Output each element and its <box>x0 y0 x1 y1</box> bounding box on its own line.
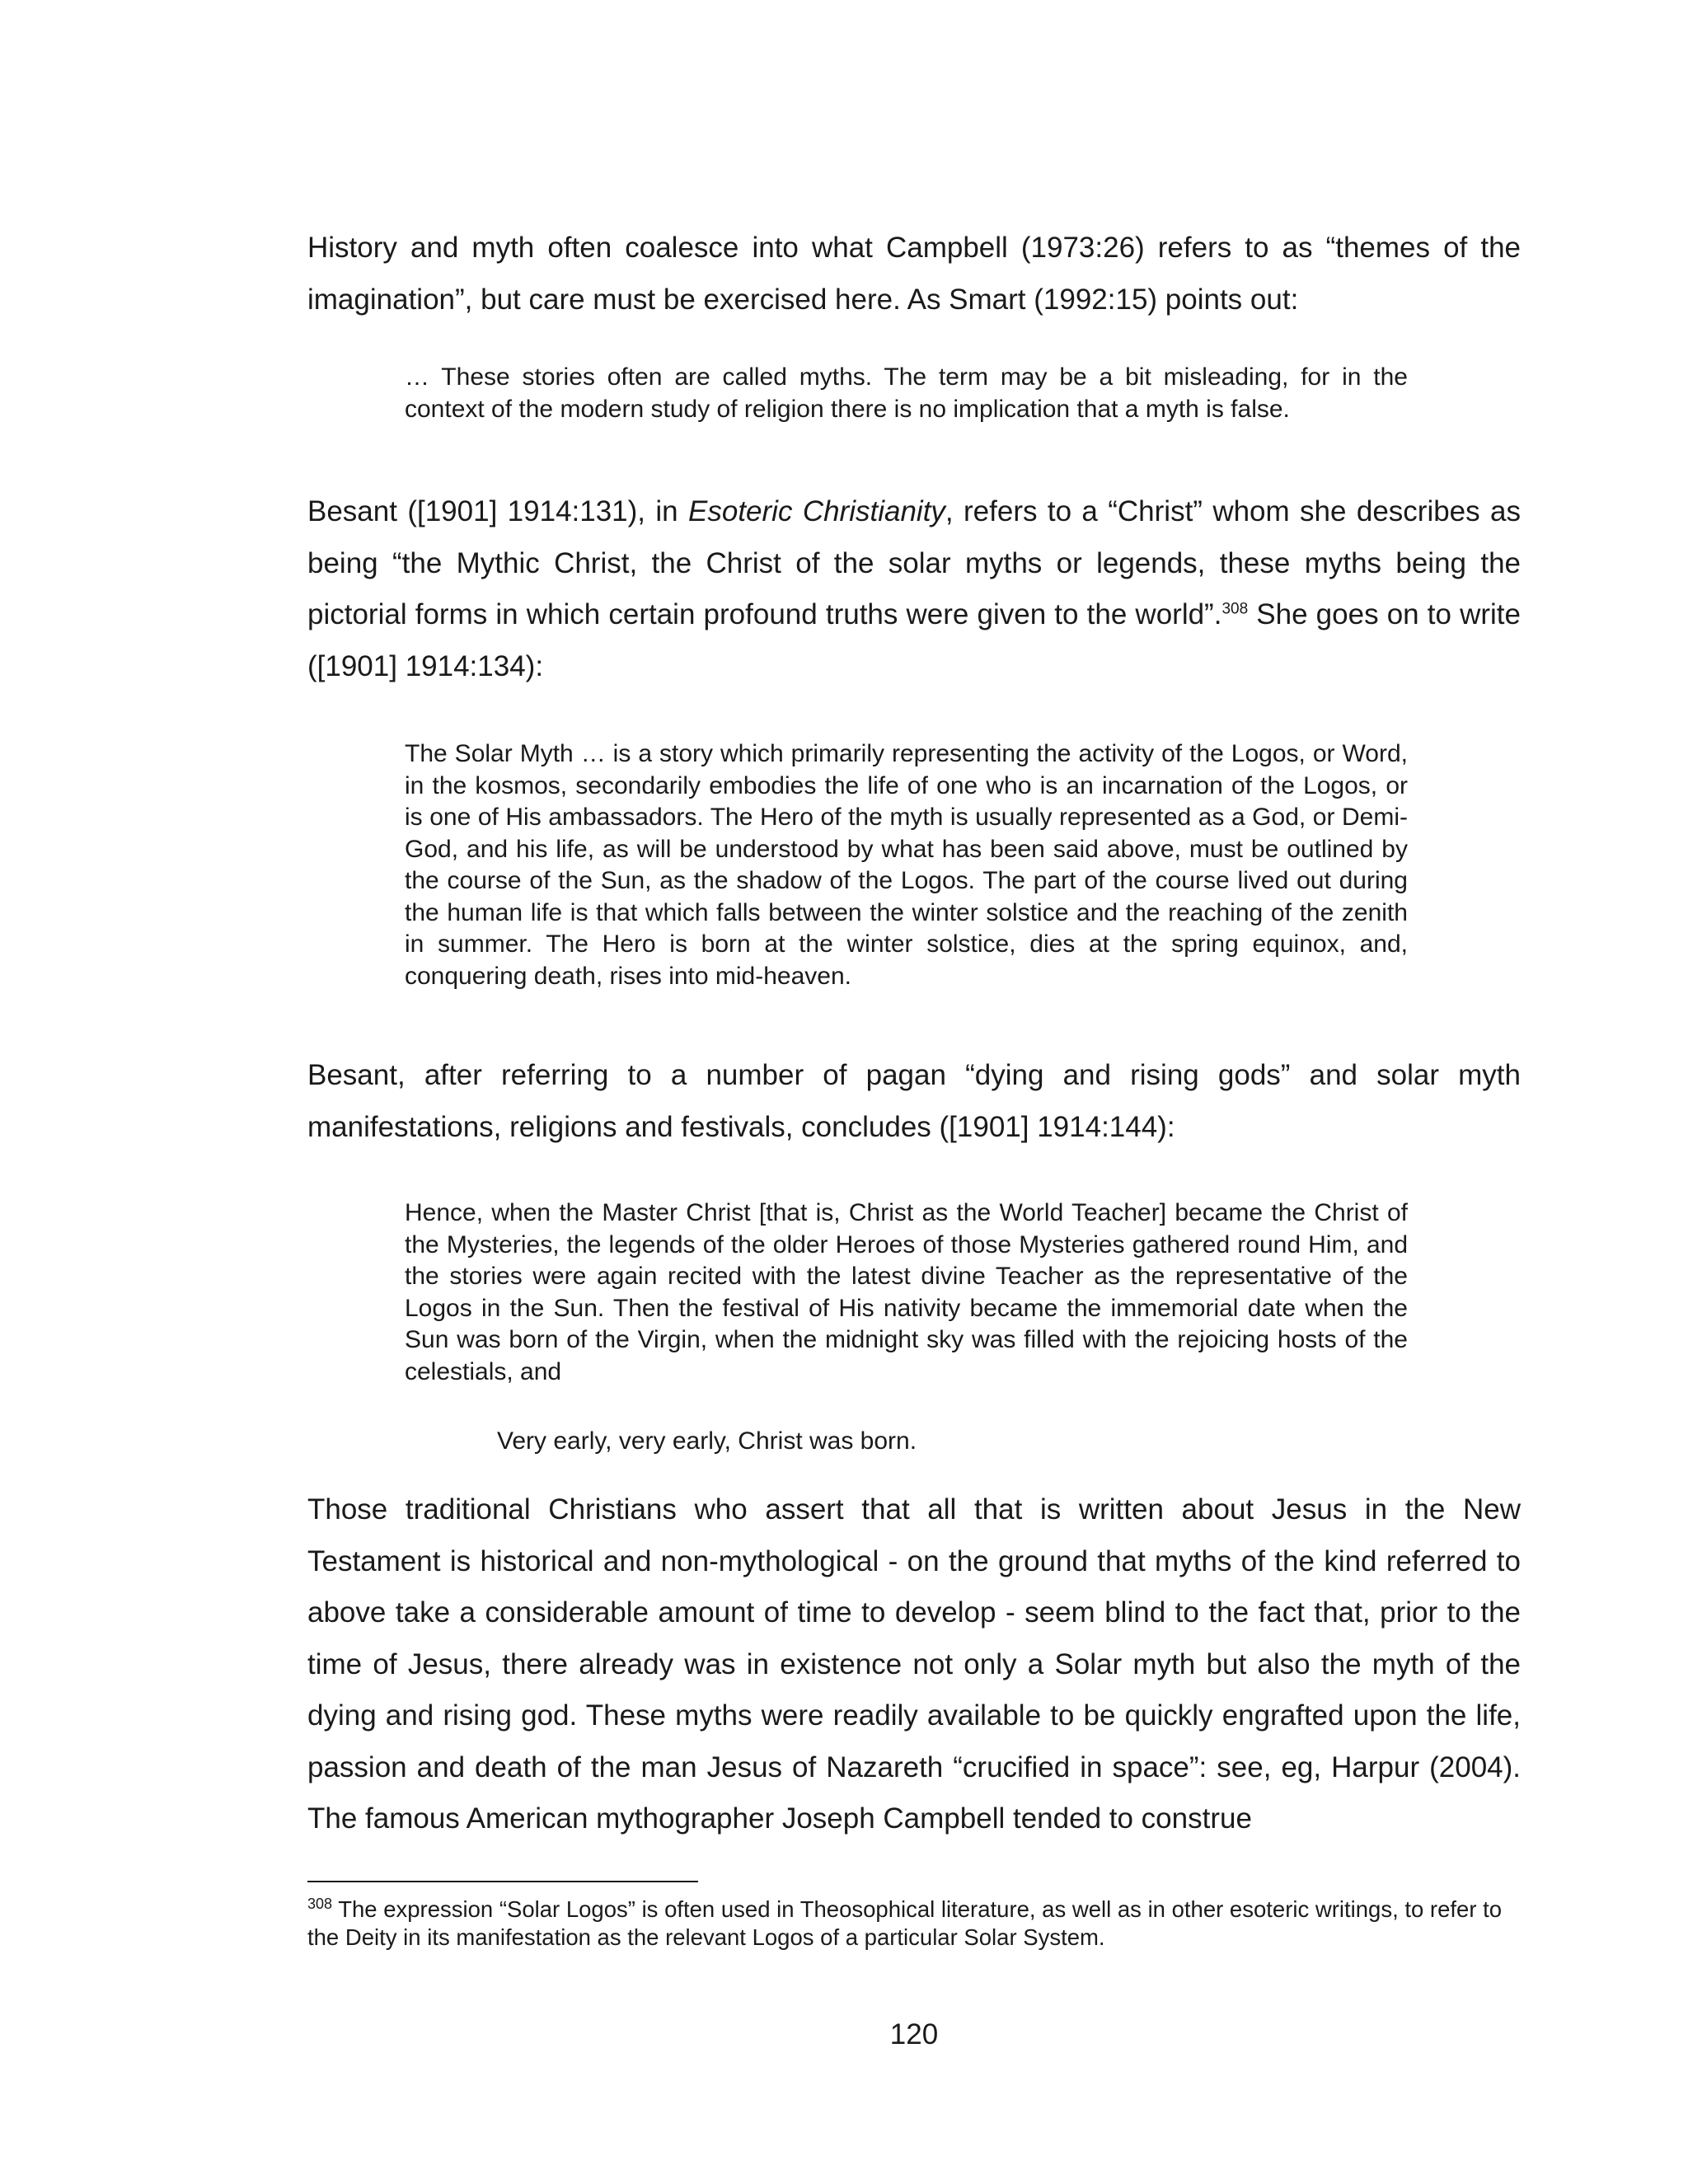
quoted-verse: Very early, very early, Christ was born. <box>497 1427 917 1455</box>
paragraph-intro-line-1: History and myth often coalesce into what Campbell (1973:26) refers to as “themes of the <box>307 232 1521 264</box>
paragraph-text-part: , refers to a “Christ” whom she describes as being “the Mythic Christ, the Christ of the solar myths or legends, these myths being the pictorial forms in which certain profound truths were given to the world”. <box>307 495 1521 630</box>
footnote-text: The expression “Solar Logos” is often used in Theosophical literature, as well as in other esoteric writings, to refer to the Deity in its manifestation as the relevant Logos of a particular Solar System. <box>307 1896 1503 1950</box>
footnote-separator <box>307 1881 698 1882</box>
block-quote-master-christ: Hence, when the Master Christ [that is, Christ as the World Teacher] became the Christ of the Mysteries, the legends of the older Heroes of those Mysteries gathered round Him, and the stories were again recited with the latest divine Teacher as the representative of the Logos in the Sun. Then the festival of His nativity became the immemorial date when the Sun was born of the Virgin, when the midnight sky was filled with the rejoicing hosts of the celestials, and <box>405 1199 1408 1385</box>
block-quote-smart: … These stories often are called myths. The term may be a bit misleading, for in the context of the modern study of religion there is no implication that a myth is false. <box>405 363 1408 423</box>
paragraph-text-part: She goes on to write ([1901] 1914:134): <box>307 598 1521 682</box>
paragraph-besant-concludes: Besant, after referring to a number of pagan “dying and rising gods” and solar myth manifestations, religions and festivals, concludes ([1901] 1914:144): <box>307 1059 1521 1143</box>
paragraph-intro-line-2: imagination”, but care must be exercised here. As Smart (1992:15) points out: <box>307 283 1299 316</box>
paragraph-intro <box>307 223 1521 326</box>
page-number: 120 <box>889 2018 939 2050</box>
paragraph-traditional-christians: Those traditional Christians who assert that all that is written about Jesus in the New Testament is historical and non-mythological - on the ground that myths of the kind referred to above take a considerable amount of time to develop - seem blind to the fact that, prior to the time of Jesus, there already was in existence not only a Solar myth but also the myth of the dying and rising god. These myths were readily available to be quickly engrafted upon the life, passion and death of the man Jesus of Nazareth “crucified in space”: see, eg, Harpur (2004). The famous American mythographer Joseph Campbell tended to construe <box>307 1493 1521 1835</box>
paragraph-text-part: Besant ([1901] 1914:131), in <box>307 495 689 527</box>
book-title: Esoteric Christianity <box>688 495 945 527</box>
block-quote-solar-myth: The Solar Myth … is a story which primarily representing the activity of the Logos, or Word, in the kosmos, secondarily embodies the life of one who is an incarnation of the Logos, or is one of His ambassadors. The Hero of the myth is usually represented as a God, or Demi-God, and his life, as will be understood by what has been said above, must be outlined by the course of the Sun, as the shadow of the Logos. The part of the course lived out during the human life is that which falls between the winter solstice and the reaching of the zenith in summer. The Hero is born at the winter solstice, dies at the spring equinox, and, conquering death, rises into mid-heaven. <box>405 740 1408 990</box>
footnote-reference: 308 <box>1221 600 1249 618</box>
footnote <box>307 1896 1521 1952</box>
paragraph-besant-mythic-christ <box>307 486 1521 692</box>
footnote-number: 308 <box>307 1895 333 1912</box>
